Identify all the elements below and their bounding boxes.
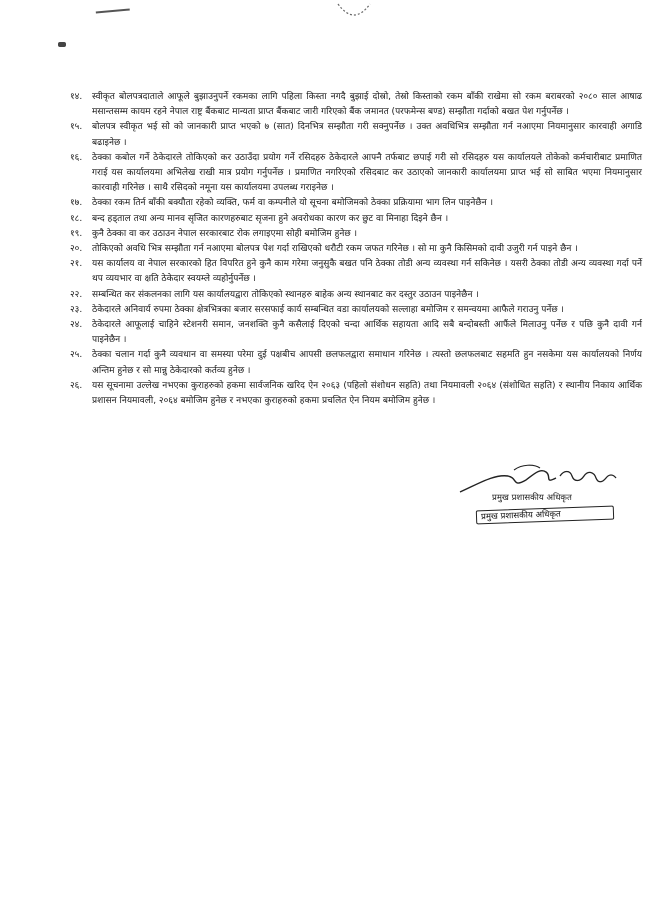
clause-item <box>70 348 642 378</box>
clause-number: १७. <box>70 198 83 209</box>
clause-text: स्वीकृत बोलपत्रदाताले आफूले बुझाउनुपर्ने रकमका लागि पहिला किस्ता नगदै बुझाई दोस्रो, तेस्रो किस्ताको रकम बाँकी राखेमा सो रकम बराबरको २०८० साल आषाढ मसान्तसम्म कायम रहने नेपाल राष्ट्र बैंकबाट मान्यता प्राप्त बैंकबाट जारी गरिएको बैंक जमानत (परफमेन्स बण्ड) सम्झौता गर्दाको बखत पेश गर्नुपर्नेछ । <box>92 92 642 118</box>
clause-item <box>70 242 642 257</box>
clause-number: २५. <box>70 350 83 361</box>
clause-number: २४. <box>70 320 83 331</box>
clause-item <box>70 288 642 303</box>
clause-number: १४. <box>70 92 83 102</box>
clause-number: २३. <box>70 304 83 315</box>
clause-item <box>70 257 642 287</box>
clause-item <box>70 318 642 348</box>
clause-text: बन्द हड्ताल तथा अन्य मानव सृजित कारणहरुबाट सृजना हुने अवरोधका कारण कर छुट वा मिनाहा दिइने छैन । <box>92 213 449 224</box>
clause-number: १६. <box>70 152 83 163</box>
clause-text: कुनै ठेक्का वा कर उठाउन नेपाल सरकारबाट रोक लगाइएमा सोही बमोजिम हुनेछ । <box>92 228 357 239</box>
clause-number: १५. <box>70 122 83 133</box>
clause-number: २२. <box>70 289 83 300</box>
clause-text: यस सूचनामा उल्लेख नभएका कुराहरुको हकमा सार्वजनिक खरिद ऐन २०६३ (पहिलो संशोधन सहति) तथा नियमावली २०६४ (संशोधित सहति) र स्थानीय निकाय आर्थिक प्रशासन नियमावली, २०६४ बमोजिम हुनेछ र नभएका कुराहरुको हकमा प्रचलित ऐन नियम बमोजिम हुनेछ । <box>92 380 642 407</box>
clause-item <box>70 303 642 318</box>
clause-text: बोलपत्र स्वीकृत भई सो को जानकारी प्राप्त भएको ७ (सात) दिनभित्र सम्झौता गरी सक्नुपर्नेछ । उक्त अवधिभित्र सम्झौता गर्न नआएमा नियमानुसार कारवाही अगाडि बढाइनेछ । <box>92 122 642 148</box>
clause-item <box>70 227 642 242</box>
official-stamp: प्रमुख प्रशासकीय अधिकृत <box>476 506 614 525</box>
clause-number: २१. <box>70 259 83 270</box>
clause-number: १८. <box>70 213 83 224</box>
clause-text: ठेकेदारले आफूलाई चाहिने स्टेशनरी समान, जनशक्ति कुनै कसैलाई दिएको चन्दा आर्थिक सहायता आदि सबै बन्दोबस्ती आफैंले मिलाउनु पर्नेछ र पछि कुनै दावी गर्न पाइनेछैन । <box>92 320 642 346</box>
clause-number: २६. <box>70 380 83 391</box>
clause-text: सम्बन्धित कर संकलनका लागि यस कार्यालयद्वारा तोकिएको स्थानहरु बाहेक अन्य स्थानबाट कर दस्तुर उठाउन पाइनेछैन । <box>92 289 479 300</box>
clause-text: ठेक्का कबोल गर्ने ठेकेदारले तोकिएको कर उठाउँदा प्रयोग गर्ने रसिदहरु ठेकेदारले आफ्नै तर्फबाट छपाई गरी सो रसिदहरु यस कार्यालयले तोकेको कर्मचारीबाट प्रमाणित गराई यस कार्यालयमा अभिलेख राखी मात्र प्रयोग गर्नुपर्नेछ । प्रमाणित नगरिएको रसिदबाट कर उठाएको जानकारी कार्यालयमा प्राप्त भई सो साबित भएमा नियमानुसार कारवाही गरिनेछ । साथै रसिदको नमूना यस कार्यालयमा उपलब्ध गराइनेछ । <box>92 152 642 194</box>
terms-list <box>70 90 642 409</box>
clause-item <box>70 90 642 120</box>
scan-artifact-line <box>96 9 130 19</box>
clause-item <box>70 379 642 409</box>
seal-icon <box>336 0 372 36</box>
clause-text: ठेकेदारले अनिवार्य रुपमा ठेक्का क्षेत्रभित्रका बजार सरसफाई कार्य सम्बन्धित वडा कार्यालयको सल्लाहा बमोजिम र समन्वयमा आफैले गराउनु पर्नेछ । <box>92 304 564 315</box>
clause-text: यस कार्यालय वा नेपाल सरकारको हित विपरित हुने कुनै काम गरेमा जनुसुकै बखत पनि ठेक्का तोडी अन्य व्यवस्था गर्न सकिनेछ । यसरी ठेक्का तोडी अन्य व्यवस्था गर्दा पर्ने थप व्ययभार वा क्षति ठेकेदार स्वयम्ले व्यहोर्नुपर्नेछ । <box>92 259 642 285</box>
clause-text: ठेक्का चलान गर्दा कुनै व्यवधान वा समस्या परेमा दुई पक्षबीच आपसी छलफलद्वारा समाधान गरिनेछ । त्यस्तो छलफलबाट सहमति हुन नसकेमा यस कार्यालयको निर्णय अन्तिम हुनेछ र सो मान्नु ठेकेदारको कर्तव्य हुनेछ । <box>92 350 642 376</box>
scan-artifact-dot <box>58 42 66 47</box>
clause-item <box>70 151 642 197</box>
signatory-title: प्रमुख प्रशासकीय अधिकृत <box>492 493 572 503</box>
clause-number: १९. <box>70 228 83 239</box>
clause-item <box>70 212 642 227</box>
clause-text: तोकिएको अवधि भित्र सम्झौता गर्न नआएमा बोलपत्र पेश गर्दा राखिएको धरौटी रकम जफत गरिनेछ । सो मा कुनै किसिमको दावी उजुरी गर्न पाइने छैन । <box>92 244 578 255</box>
clause-item <box>70 120 642 150</box>
clause-number: २०. <box>70 244 83 255</box>
clause-text: ठेक्का रकम तिर्न बाँकी बक्यौता रहेको व्यक्ति, फर्म वा कम्पनीले यो सूचना बमोजिमको ठेक्का प्रक्रियामा भाग लिन पाइनेछैन । <box>92 198 494 209</box>
signature-block <box>448 462 638 532</box>
clause-item <box>70 196 642 211</box>
